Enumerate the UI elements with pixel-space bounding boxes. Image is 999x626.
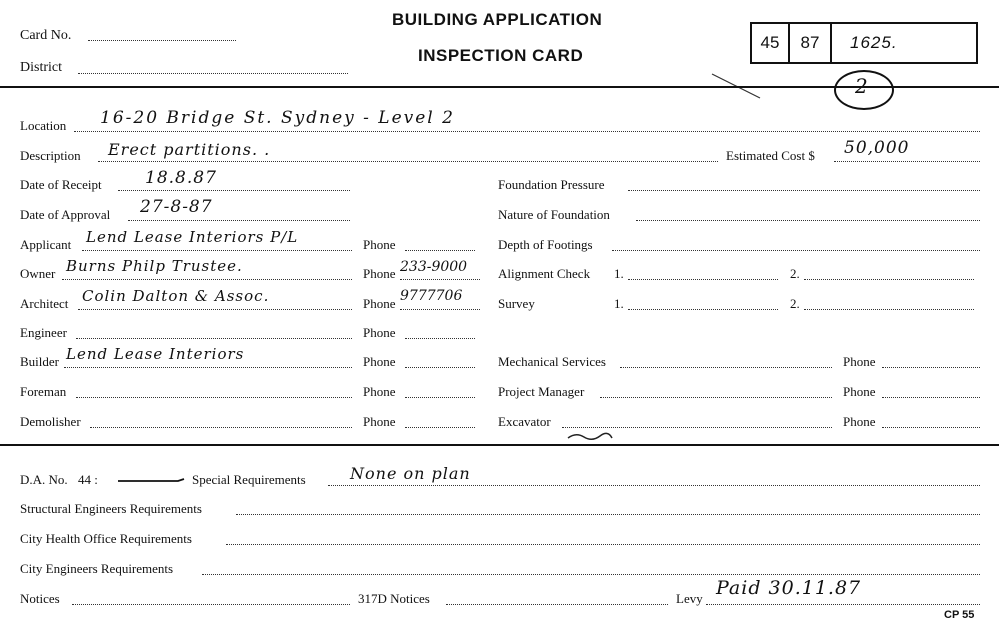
card-number-box — [750, 22, 978, 64]
applicant-value: Lend Lease Interiors P/L — [86, 228, 299, 246]
special-requirements-label: Special Requirements — [192, 472, 306, 487]
owner-field[interactable] — [62, 279, 352, 280]
foundation-pressure-label: Foundation Pressure — [498, 177, 605, 192]
architect-value: Colin Dalton & Assoc. — [82, 287, 270, 305]
mechanical-services-label: Mechanical Services — [498, 354, 606, 369]
alignment-check-1-label: 1. — [614, 266, 624, 281]
foreman-phone-field[interactable] — [405, 397, 475, 398]
demolisher-phone-label: Phone — [363, 414, 396, 429]
da-number-value: 44 : — [78, 472, 98, 487]
location-value: 16-20 Bridge St. Sydney - Level 2 — [100, 108, 455, 128]
city-health-requirements-label: City Health Office Requirements — [20, 531, 192, 546]
location-field[interactable] — [74, 131, 980, 132]
architect-field[interactable] — [78, 309, 352, 310]
demolisher-field[interactable] — [90, 427, 352, 428]
excavator-phone-field[interactable] — [882, 427, 980, 428]
survey-1-label: 1. — [614, 296, 624, 311]
description-field[interactable] — [98, 161, 718, 162]
owner-phone-field[interactable] — [400, 279, 480, 280]
circled-number: 2 — [855, 74, 869, 98]
notices-label: Notices — [20, 591, 60, 606]
header-divider — [0, 86, 999, 88]
foreman-label: Foreman — [20, 384, 67, 399]
notices-field[interactable] — [72, 604, 350, 605]
location-label: Location — [20, 118, 67, 133]
builder-value: Lend Lease Interiors — [66, 345, 245, 363]
description-value: Erect partitions. . — [108, 140, 271, 159]
district-label: District — [20, 60, 62, 75]
card-number-cell-3: 1625. — [850, 33, 898, 52]
project-manager-phone-label: Phone — [843, 384, 876, 399]
special-requirements-field[interactable] — [328, 485, 980, 486]
owner-label: Owner — [20, 266, 56, 281]
engineer-label: Engineer — [20, 325, 67, 340]
applicant-label: Applicant — [20, 237, 72, 252]
form-title-line2: INSPECTION CARD — [418, 46, 584, 65]
alignment-check-2-label: 2. — [790, 266, 800, 281]
builder-field[interactable] — [64, 367, 352, 368]
excavator-label: Excavator — [498, 414, 551, 429]
structural-requirements-label: Structural Engineers Requirements — [20, 501, 202, 516]
da-number-label: D.A. No. — [20, 472, 68, 487]
card-number-cell-1: 45 — [752, 24, 790, 62]
card-no-label: Card No. — [20, 28, 72, 43]
mechanical-services-phone-field[interactable] — [882, 367, 980, 368]
architect-phone-label: Phone — [363, 296, 396, 311]
owner-phone-value: 233-9000 — [400, 259, 468, 275]
description-label: Description — [20, 148, 81, 163]
builder-phone-field[interactable] — [405, 367, 475, 368]
foreman-phone-label: Phone — [363, 384, 396, 399]
date-of-receipt-field[interactable] — [118, 190, 350, 191]
engineer-phone-label: Phone — [363, 325, 396, 340]
estimated-cost-value: 50,000 — [844, 138, 910, 158]
demolisher-label: Demolisher — [20, 414, 81, 429]
district-field[interactable] — [78, 73, 348, 74]
notices-317d-label: 317D Notices — [358, 591, 430, 606]
form-title-line1: BUILDING APPLICATION — [392, 10, 603, 29]
pen-mark-stroke — [700, 70, 780, 110]
architect-phone-field[interactable] — [400, 309, 480, 310]
nature-of-foundation-field[interactable] — [636, 220, 980, 221]
alignment-check-2-field[interactable] — [804, 279, 974, 280]
owner-phone-label: Phone — [363, 266, 396, 281]
project-manager-field[interactable] — [600, 397, 832, 398]
owner-value: Burns Philp Trustee. — [66, 257, 243, 275]
card-no-field[interactable] — [88, 40, 236, 41]
mechanical-services-phone-label: Phone — [843, 354, 876, 369]
applicant-field[interactable] — [82, 250, 352, 251]
survey-label: Survey — [498, 296, 535, 311]
date-of-approval-value: 27-8-87 — [140, 197, 213, 217]
architect-label: Architect — [20, 296, 69, 311]
excavator-phone-label: Phone — [843, 414, 876, 429]
form-code: CP 55 — [944, 609, 975, 621]
notices-317d-field[interactable] — [446, 604, 668, 605]
date-of-receipt-value: 18.8.87 — [145, 168, 217, 188]
engineer-phone-field[interactable] — [405, 338, 475, 339]
survey-1-field[interactable] — [628, 309, 778, 310]
survey-2-field[interactable] — [804, 309, 974, 310]
levy-value: Paid 30.11.87 — [716, 577, 862, 599]
depth-of-footings-label: Depth of Footings — [498, 237, 593, 252]
foreman-field[interactable] — [76, 397, 352, 398]
city-health-requirements-field[interactable] — [226, 544, 980, 545]
card-number-cell-2: 87 — [790, 24, 832, 62]
applicant-phone-label: Phone — [363, 237, 396, 252]
city-engineers-requirements-label: City Engineers Requirements — [20, 561, 174, 576]
section-divider — [0, 444, 999, 446]
date-of-approval-label: Date of Approval — [20, 207, 111, 222]
builder-label: Builder — [20, 354, 59, 369]
levy-field[interactable] — [706, 604, 980, 605]
project-manager-label: Project Manager — [498, 384, 585, 399]
survey-2-label: 2. — [790, 296, 800, 311]
nature-of-foundation-label: Nature of Foundation — [498, 207, 610, 222]
foundation-pressure-field[interactable] — [628, 190, 980, 191]
city-engineers-requirements-field[interactable] — [202, 574, 980, 575]
mechanical-services-field[interactable] — [620, 367, 832, 368]
special-requirements-value: None on plan — [350, 464, 471, 483]
project-manager-phone-field[interactable] — [882, 397, 980, 398]
date-of-receipt-label: Date of Receipt — [20, 177, 102, 192]
estimated-cost-label: Estimated Cost $ — [726, 148, 815, 163]
demolisher-phone-field[interactable] — [405, 427, 475, 428]
scribble-mark — [566, 428, 616, 444]
depth-of-footings-field[interactable] — [612, 250, 980, 251]
estimated-cost-field[interactable] — [834, 161, 980, 162]
da-number-dash — [116, 476, 186, 486]
architect-phone-value: 9777706 — [400, 288, 463, 304]
date-of-approval-field[interactable] — [128, 220, 350, 221]
structural-requirements-field[interactable] — [236, 514, 980, 515]
engineer-field[interactable] — [76, 338, 352, 339]
applicant-phone-field[interactable] — [405, 250, 475, 251]
alignment-check-label: Alignment Check — [498, 266, 591, 281]
levy-label: Levy — [676, 591, 703, 606]
builder-phone-label: Phone — [363, 354, 396, 369]
alignment-check-1-field[interactable] — [628, 279, 778, 280]
